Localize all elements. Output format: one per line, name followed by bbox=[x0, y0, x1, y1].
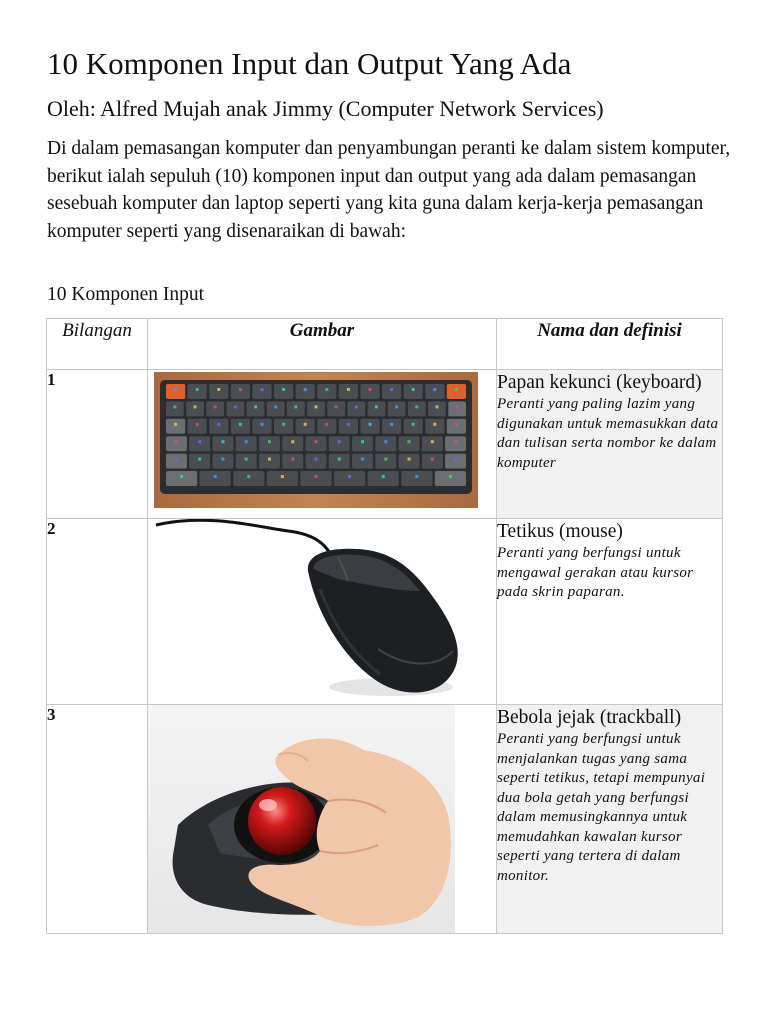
keycap bbox=[317, 419, 336, 434]
keycap bbox=[317, 384, 336, 399]
keycap bbox=[166, 384, 185, 399]
keycap-backlight bbox=[221, 440, 224, 443]
keycap-backlight bbox=[348, 475, 351, 478]
keycap bbox=[206, 401, 224, 416]
keycap-backlight bbox=[245, 440, 248, 443]
keycap-backlight bbox=[268, 440, 271, 443]
components-table bbox=[46, 318, 723, 934]
keycap bbox=[375, 454, 396, 469]
keycap-backlight bbox=[347, 423, 350, 426]
keycap-backlight bbox=[194, 405, 197, 408]
row-number: 1 bbox=[47, 370, 148, 519]
keycap bbox=[329, 436, 350, 451]
keyboard-image-cell bbox=[148, 370, 497, 519]
keycap bbox=[296, 384, 315, 399]
keycap-backlight bbox=[174, 388, 177, 391]
keycap-backlight bbox=[338, 458, 341, 461]
keycap bbox=[274, 419, 293, 434]
keycap-backlight bbox=[455, 388, 458, 391]
keycap-backlight bbox=[454, 440, 457, 443]
keycap bbox=[329, 454, 350, 469]
keycap bbox=[352, 436, 373, 451]
keycap-backlight bbox=[435, 405, 438, 408]
mouse-photo bbox=[148, 519, 497, 704]
keycap-backlight bbox=[291, 440, 294, 443]
row-number: 2 bbox=[47, 519, 148, 705]
keycap bbox=[226, 401, 244, 416]
header-number: Bilangan bbox=[47, 319, 148, 370]
keycap-backlight bbox=[390, 388, 393, 391]
keycap-backlight bbox=[412, 423, 415, 426]
keycap-backlight bbox=[335, 405, 338, 408]
keycap-backlight bbox=[217, 423, 220, 426]
keycap bbox=[339, 384, 358, 399]
keycap-backlight bbox=[355, 405, 358, 408]
keycap bbox=[287, 401, 305, 416]
table-row bbox=[47, 705, 723, 934]
keycap bbox=[445, 454, 466, 469]
keycap-backlight bbox=[294, 405, 297, 408]
keycap-backlight bbox=[180, 475, 183, 478]
keycap-backlight bbox=[214, 405, 217, 408]
trackball-image-cell bbox=[148, 705, 497, 934]
keycap-backlight bbox=[234, 405, 237, 408]
keycap-backlight bbox=[214, 475, 217, 478]
keycap bbox=[259, 454, 280, 469]
keycap-backlight bbox=[338, 440, 341, 443]
keycap-backlight bbox=[456, 405, 459, 408]
keycap-backlight bbox=[261, 423, 264, 426]
mouse-image-cell bbox=[148, 519, 497, 705]
keycap bbox=[360, 384, 379, 399]
keycap-backlight bbox=[315, 440, 318, 443]
keycap-backlight bbox=[239, 423, 242, 426]
keycap-backlight bbox=[198, 458, 201, 461]
keycap bbox=[209, 384, 228, 399]
document-title: 10 Komponen Input dan Output Yang Ada bbox=[47, 46, 572, 81]
author-line: Oleh: Alfred Mujah anak Jimmy (Computer Network Services) bbox=[47, 96, 604, 121]
table-row bbox=[47, 519, 723, 705]
keycap-backlight bbox=[291, 458, 294, 461]
trackball-description-cell bbox=[497, 705, 723, 934]
keycap bbox=[399, 454, 420, 469]
keycap-backlight bbox=[408, 458, 411, 461]
keycap bbox=[166, 471, 197, 486]
keycap bbox=[448, 401, 466, 416]
component-definition: Peranti yang paling lazim yang digunakan untuk memasukkan data dan tulisan serta nombor ke dalam komputer bbox=[497, 396, 719, 471]
keycap bbox=[327, 401, 345, 416]
keycap bbox=[447, 419, 466, 434]
table-row bbox=[47, 370, 723, 519]
keycap bbox=[382, 384, 401, 399]
keycap-backlight bbox=[268, 458, 271, 461]
header-image: Gambar bbox=[148, 319, 497, 370]
component-name: Tetikus (mouse) bbox=[497, 521, 623, 542]
keycap-backlight bbox=[282, 388, 285, 391]
keycap-backlight bbox=[433, 388, 436, 391]
keycap-backlight bbox=[274, 405, 277, 408]
keycap bbox=[422, 454, 443, 469]
keycap bbox=[189, 454, 210, 469]
keycap-backlight bbox=[431, 440, 434, 443]
keycap bbox=[300, 471, 331, 486]
keycap-backlight bbox=[175, 440, 178, 443]
component-definition: Peranti yang berfungsi untuk mengawal gerakan atau kursor pada skrin paparan. bbox=[497, 545, 694, 600]
keycap bbox=[166, 401, 184, 416]
keycap-backlight bbox=[282, 423, 285, 426]
keycap-backlight bbox=[361, 440, 364, 443]
keycap-backlight bbox=[173, 405, 176, 408]
keycap bbox=[166, 419, 185, 434]
component-name: Bebola jejak (trackball) bbox=[497, 707, 682, 728]
keycap bbox=[368, 401, 386, 416]
keycap bbox=[231, 419, 250, 434]
keycap-backlight bbox=[325, 423, 328, 426]
keycap-backlight bbox=[412, 388, 415, 391]
keycap bbox=[186, 401, 204, 416]
keycap bbox=[306, 454, 327, 469]
row-number: 3 bbox=[47, 705, 148, 934]
keycap bbox=[375, 436, 396, 451]
keycap bbox=[425, 419, 444, 434]
keycap-backlight bbox=[384, 458, 387, 461]
keycap bbox=[252, 419, 271, 434]
keycap bbox=[236, 436, 257, 451]
keycap-backlight bbox=[217, 388, 220, 391]
keycap-backlight bbox=[390, 423, 393, 426]
keycap bbox=[388, 401, 406, 416]
table-header-row bbox=[47, 319, 723, 370]
keycap bbox=[274, 384, 293, 399]
keycap bbox=[247, 401, 265, 416]
keycap bbox=[307, 401, 325, 416]
keycap-backlight bbox=[375, 405, 378, 408]
keycap-backlight bbox=[247, 475, 250, 478]
keycap bbox=[306, 436, 327, 451]
keycap-backlight bbox=[304, 388, 307, 391]
keycap bbox=[404, 384, 423, 399]
keycap bbox=[360, 419, 379, 434]
keycap-backlight bbox=[254, 405, 257, 408]
keycap-backlight bbox=[261, 388, 264, 391]
keycap bbox=[347, 401, 365, 416]
keycap bbox=[188, 384, 207, 399]
keycap bbox=[334, 471, 365, 486]
keyboard-photo bbox=[148, 370, 497, 518]
keycap bbox=[189, 436, 210, 451]
keycap-backlight bbox=[454, 458, 457, 461]
header-name-definition: Nama dan definisi bbox=[497, 319, 723, 370]
keycap bbox=[382, 419, 401, 434]
component-definition: Peranti yang berfungsi untuk menjalankan tugas yang sama seperti tetikus, tetapi mempunyai dua bola getah yang berfungsi dalam memusingkannya untuk memudahkan kawalan kursor seperti yang tertera di dalam monitor. bbox=[497, 731, 706, 884]
keycap-backlight bbox=[196, 423, 199, 426]
keycap-backlight bbox=[175, 458, 178, 461]
keycap-backlight bbox=[369, 423, 372, 426]
keycap-backlight bbox=[408, 440, 411, 443]
component-name: Papan kekunci (keyboard) bbox=[497, 372, 702, 393]
keycap bbox=[209, 419, 228, 434]
keycap bbox=[445, 436, 466, 451]
keycap bbox=[399, 436, 420, 451]
keycap bbox=[188, 419, 207, 434]
keycap-backlight bbox=[325, 388, 328, 391]
keycap bbox=[352, 454, 373, 469]
keycap-backlight bbox=[174, 423, 177, 426]
keycap-backlight bbox=[198, 440, 201, 443]
trackball-photo bbox=[148, 705, 497, 933]
keycap-backlight bbox=[369, 388, 372, 391]
keyboard-description-cell bbox=[497, 370, 723, 519]
keycap-backlight bbox=[281, 475, 284, 478]
keycap bbox=[213, 454, 234, 469]
keycap bbox=[422, 436, 443, 451]
keycap-backlight bbox=[361, 458, 364, 461]
keycap bbox=[447, 384, 466, 399]
keycap bbox=[200, 471, 231, 486]
keycap bbox=[213, 436, 234, 451]
keycap-backlight bbox=[239, 388, 242, 391]
keycap bbox=[259, 436, 280, 451]
keycap bbox=[339, 419, 358, 434]
keycap-backlight bbox=[395, 405, 398, 408]
keycap bbox=[231, 384, 250, 399]
keycap bbox=[425, 384, 444, 399]
keycap bbox=[282, 454, 303, 469]
keycap-backlight bbox=[382, 475, 385, 478]
keycap-backlight bbox=[449, 475, 452, 478]
keycap bbox=[252, 384, 271, 399]
keycap-backlight bbox=[315, 475, 318, 478]
keycap bbox=[282, 436, 303, 451]
keycap-backlight bbox=[221, 458, 224, 461]
keycap bbox=[236, 454, 257, 469]
keycap-backlight bbox=[245, 458, 248, 461]
keycap-backlight bbox=[415, 405, 418, 408]
keycap bbox=[166, 454, 187, 469]
keycap-backlight bbox=[415, 475, 418, 478]
keycap bbox=[267, 471, 298, 486]
keycap bbox=[435, 471, 466, 486]
keycap-backlight bbox=[347, 388, 350, 391]
keycap bbox=[428, 401, 446, 416]
keycap-backlight bbox=[384, 440, 387, 443]
keycap bbox=[166, 436, 187, 451]
keycap-backlight bbox=[315, 458, 318, 461]
keycap-backlight bbox=[431, 458, 434, 461]
keycap-backlight bbox=[433, 423, 436, 426]
keycap bbox=[401, 471, 432, 486]
keycap bbox=[267, 401, 285, 416]
keycap-backlight bbox=[455, 423, 458, 426]
keycap-backlight bbox=[304, 423, 307, 426]
keycap bbox=[408, 401, 426, 416]
keycap-backlight bbox=[315, 405, 318, 408]
keycap-backlight bbox=[196, 388, 199, 391]
keycap bbox=[368, 471, 399, 486]
keycap bbox=[296, 419, 315, 434]
section-label: 10 Komponen Input bbox=[47, 284, 205, 305]
keycap bbox=[233, 471, 264, 486]
mouse-description-cell bbox=[497, 519, 723, 705]
keycap bbox=[404, 419, 423, 434]
intro-paragraph: Di dalam pemasangan komputer dan penyambungan peranti ke dalam sistem komputer, berikut ialah sepuluh (10) komponen input dan output yang ada dalam pemasangan sesebuah komputer dan laptop seperti yang kita guna dalam kerja-kerja pemasangan komputer seperti yang disenaraikan di bawah: bbox=[47, 138, 731, 242]
